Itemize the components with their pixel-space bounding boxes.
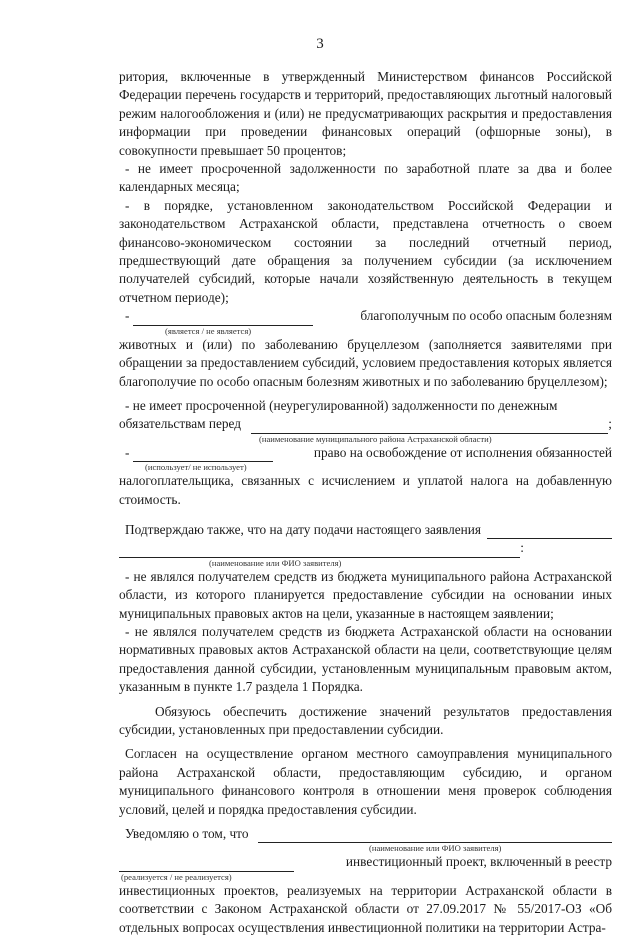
paragraph-debt: - не имеет просроченной (неурегулированной) задолженности по денежным xyxy=(125,397,558,413)
applicant-line xyxy=(119,539,612,557)
document-body xyxy=(119,68,612,937)
paragraph-vat: налогоплательщика, связанных с исчислением и уплатой налога на добавленную стоимость. xyxy=(119,473,612,507)
confirm-end: : xyxy=(520,540,524,556)
notify-line xyxy=(119,825,612,843)
debt-line xyxy=(119,415,612,433)
notify-text: Уведомляю о том, что xyxy=(125,826,249,842)
paragraph-consent: Согласен на осуществление органом местного самоуправления муниципального района Астраханской области, предоставляющим субсидию, и органом муниципального финансового контроля в отношении меня проверок соблюдения условий, целей и порядка предоставления субсидии. xyxy=(119,746,612,817)
confirm-line xyxy=(119,521,612,539)
applicant-name-field-1[interactable] xyxy=(487,524,612,539)
wellbeing-caption: (является / не является) xyxy=(165,325,252,336)
page-number: 3 xyxy=(316,36,324,52)
wellbeing-text: благополучным по особо опасным болезням xyxy=(360,308,612,324)
wellbeing-line xyxy=(119,307,612,325)
debt-end: ; xyxy=(608,416,612,432)
applicant-caption: (наименование или ФИО заявителя) xyxy=(209,557,342,568)
project-text: инвестиционный проект, включенный в реестр xyxy=(345,854,612,870)
paragraph-wage-arrears: - не имеет просроченной задолженности по заработной плате за два и более календарных месяца; xyxy=(119,161,612,195)
municipal-district-field[interactable] xyxy=(251,419,608,434)
paragraph-municipal-budget: - не являлся получателем средств из бюджета муниципального района Астраханской области, из которого планируется предоставление субсидии на основании иных муниципальных правовых актов на цели, указанные в настоящем заявлении; xyxy=(119,568,612,621)
project-caption: (реализуется / не реализуется) xyxy=(121,871,232,882)
paragraph-offshore: ритория, включенные в утвержденный Министерством финансов Российской Федерации перечень государств и территорий, предоставляющих льготный налоговый режим налогообложения и (или) не предусматривающих раскрытия и предоставления информации при проведении финансовых операций (офшорные зоны), в совокупности превышает 50 процентов; xyxy=(119,69,612,158)
paragraph-regional-budget: - не являлся получателем средств из бюджета Астраханской области на основании нормативных правовых актов Астраханской области на цели, соответствующие целям предоставления данной субсидии, установленным муниципальным правовым актом, указанным в пункте 1.7 раздела 1 Порядка. xyxy=(119,623,612,695)
vat-status-field[interactable] xyxy=(133,447,273,462)
paragraph-investment: инвестиционных проектов, реализуемых на территории Астраханской области в соответствии с Законом Астраханской области от 27.09.2017 № 55/2017-ОЗ «Об отдельных вопросах осуществления инвестиционной политики на территории Астра- xyxy=(119,882,612,935)
paragraph-brucellosis: животных и (или) по заболеванию бруцеллезом (заполняется заявителями при обращении за предоставлением субсидий, условием предоставления которых является благополучие по особо опасным болезням животных и по заболеванию бруцеллезом); xyxy=(119,336,612,389)
notify-applicant-field[interactable] xyxy=(258,828,612,843)
vat-line xyxy=(119,444,612,462)
applicant-name-field-2[interactable] xyxy=(119,543,520,558)
municipal-district-caption: (наименование муниципального района Астраханской области) xyxy=(259,433,492,444)
vat-caption: (использует/ не использует) xyxy=(145,462,247,473)
debt-prefix: обязательствам перед xyxy=(119,416,242,432)
wellbeing-status-field[interactable] xyxy=(133,311,313,326)
confirm-text: Подтверждаю также, что на дату подачи настоящего заявления xyxy=(125,521,481,537)
paragraph-reporting: - в порядке, установленном законодательством Российской Федерации и законодательством Астраханской области, представлена отчетность о своем финансово-экономическом состоянии за последний отчетный период, предшествующий дате обращения за получением субсидии (за исключением получателей субсидий, которые начали хозяйственную деятельность в текущем отчетном периоде); xyxy=(119,197,612,305)
dash: - xyxy=(125,444,130,460)
project-line xyxy=(119,853,612,871)
paragraph-results: Обязуюсь обеспечить достижение значений результатов предоставления субсидии, установленных при предоставлении субсидии. xyxy=(119,703,612,737)
project-status-field[interactable] xyxy=(119,857,294,872)
notify-caption: (наименование или ФИО заявителя) xyxy=(369,843,502,854)
vat-text: право на освобождение от исполнения обязанностей xyxy=(313,444,612,460)
dash: - xyxy=(125,308,130,324)
